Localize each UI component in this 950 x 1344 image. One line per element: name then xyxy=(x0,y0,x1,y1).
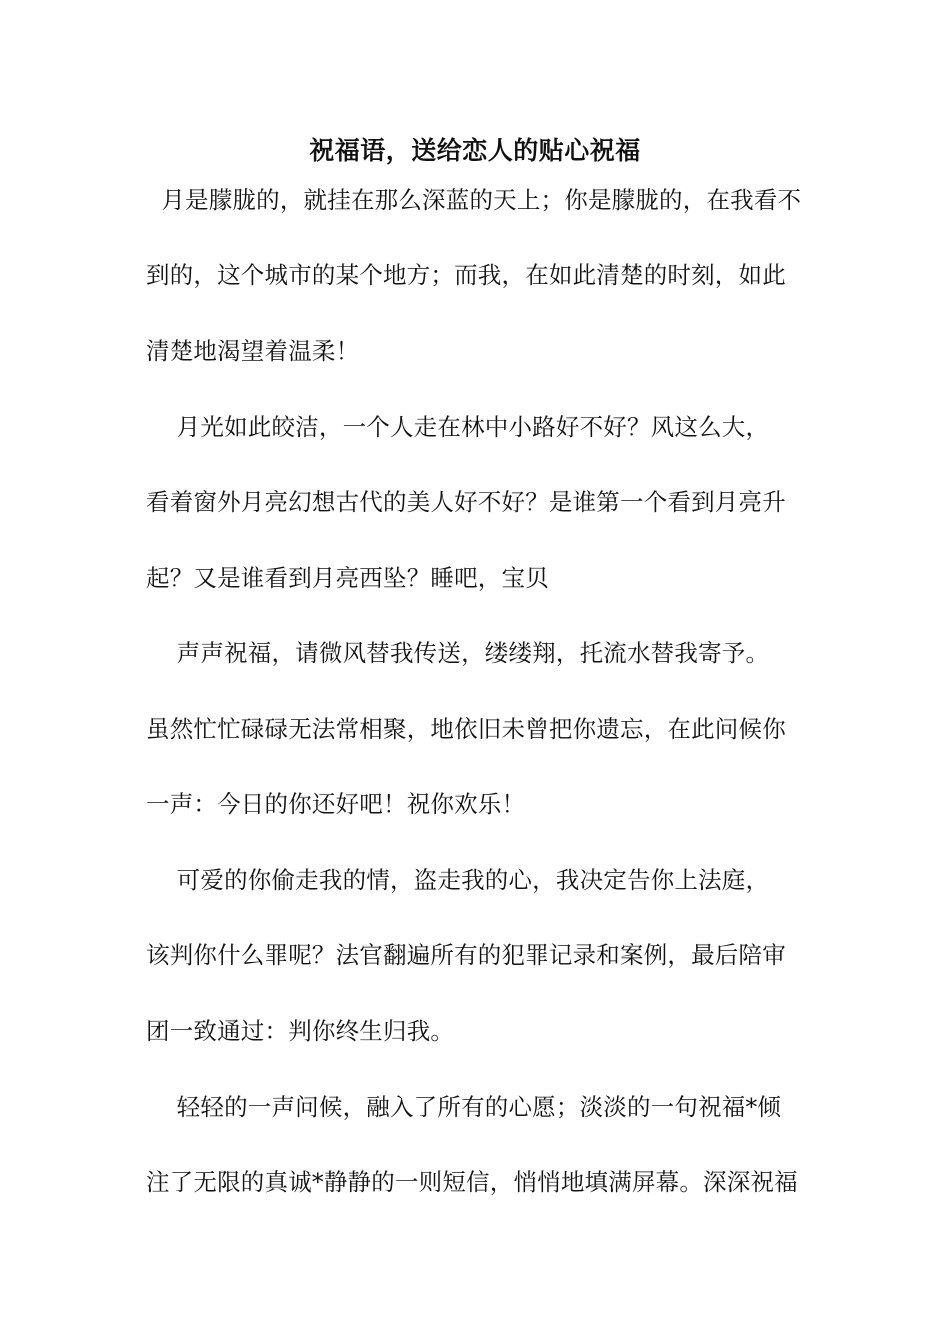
text-line: 清楚地渴望着温柔！ xyxy=(146,337,360,365)
text-line: 一声：今日的你还好吧！祝你欢乐！ xyxy=(146,790,526,818)
text-line: 该判你什么罪呢？法官翻遍所有的犯罪记录和案例，最后陪审 xyxy=(146,941,786,969)
document-title: 祝福语，送给恋人的贴心祝福 xyxy=(309,136,641,165)
text-line: 可爱的你偷走我的情，盗走我的心，我决定告你上法庭， xyxy=(146,866,770,894)
text-line: 到的，这个城市的某个地方；而我，在如此清楚的时刻，如此 xyxy=(146,261,786,289)
text-line: 注了无限的真诚*静静的一则短信，悄悄地填满屏幕。深深祝福 xyxy=(146,1168,798,1196)
text-line: 团一致通过：判你终生归我。 xyxy=(146,1017,455,1045)
text-line: 看着窗外月亮幻想古代的美人好不好？是谁第一个看到月亮升 xyxy=(146,488,786,516)
text-line: 月是朦胧的，就挂在那么深蓝的天上；你是朦胧的，在我看不 xyxy=(146,186,802,214)
text-line: 起？又是谁看到月亮西坠？睡吧，宝贝 xyxy=(146,564,549,592)
text-line: 轻轻的一声问候，融入了所有的心愿；淡淡的一句祝福*倾 xyxy=(146,1093,782,1121)
text-line: 月光如此皎洁，一个人走在林中小路好不好？风这么大， xyxy=(146,413,770,441)
text-line: 声声祝福，请微风替我传送，缕缕翔，托流水替我寄予。 xyxy=(146,639,770,667)
text-line: 虽然忙忙碌碌无法常相聚，地依旧未曾把你遗忘，在此问候你 xyxy=(146,715,786,743)
